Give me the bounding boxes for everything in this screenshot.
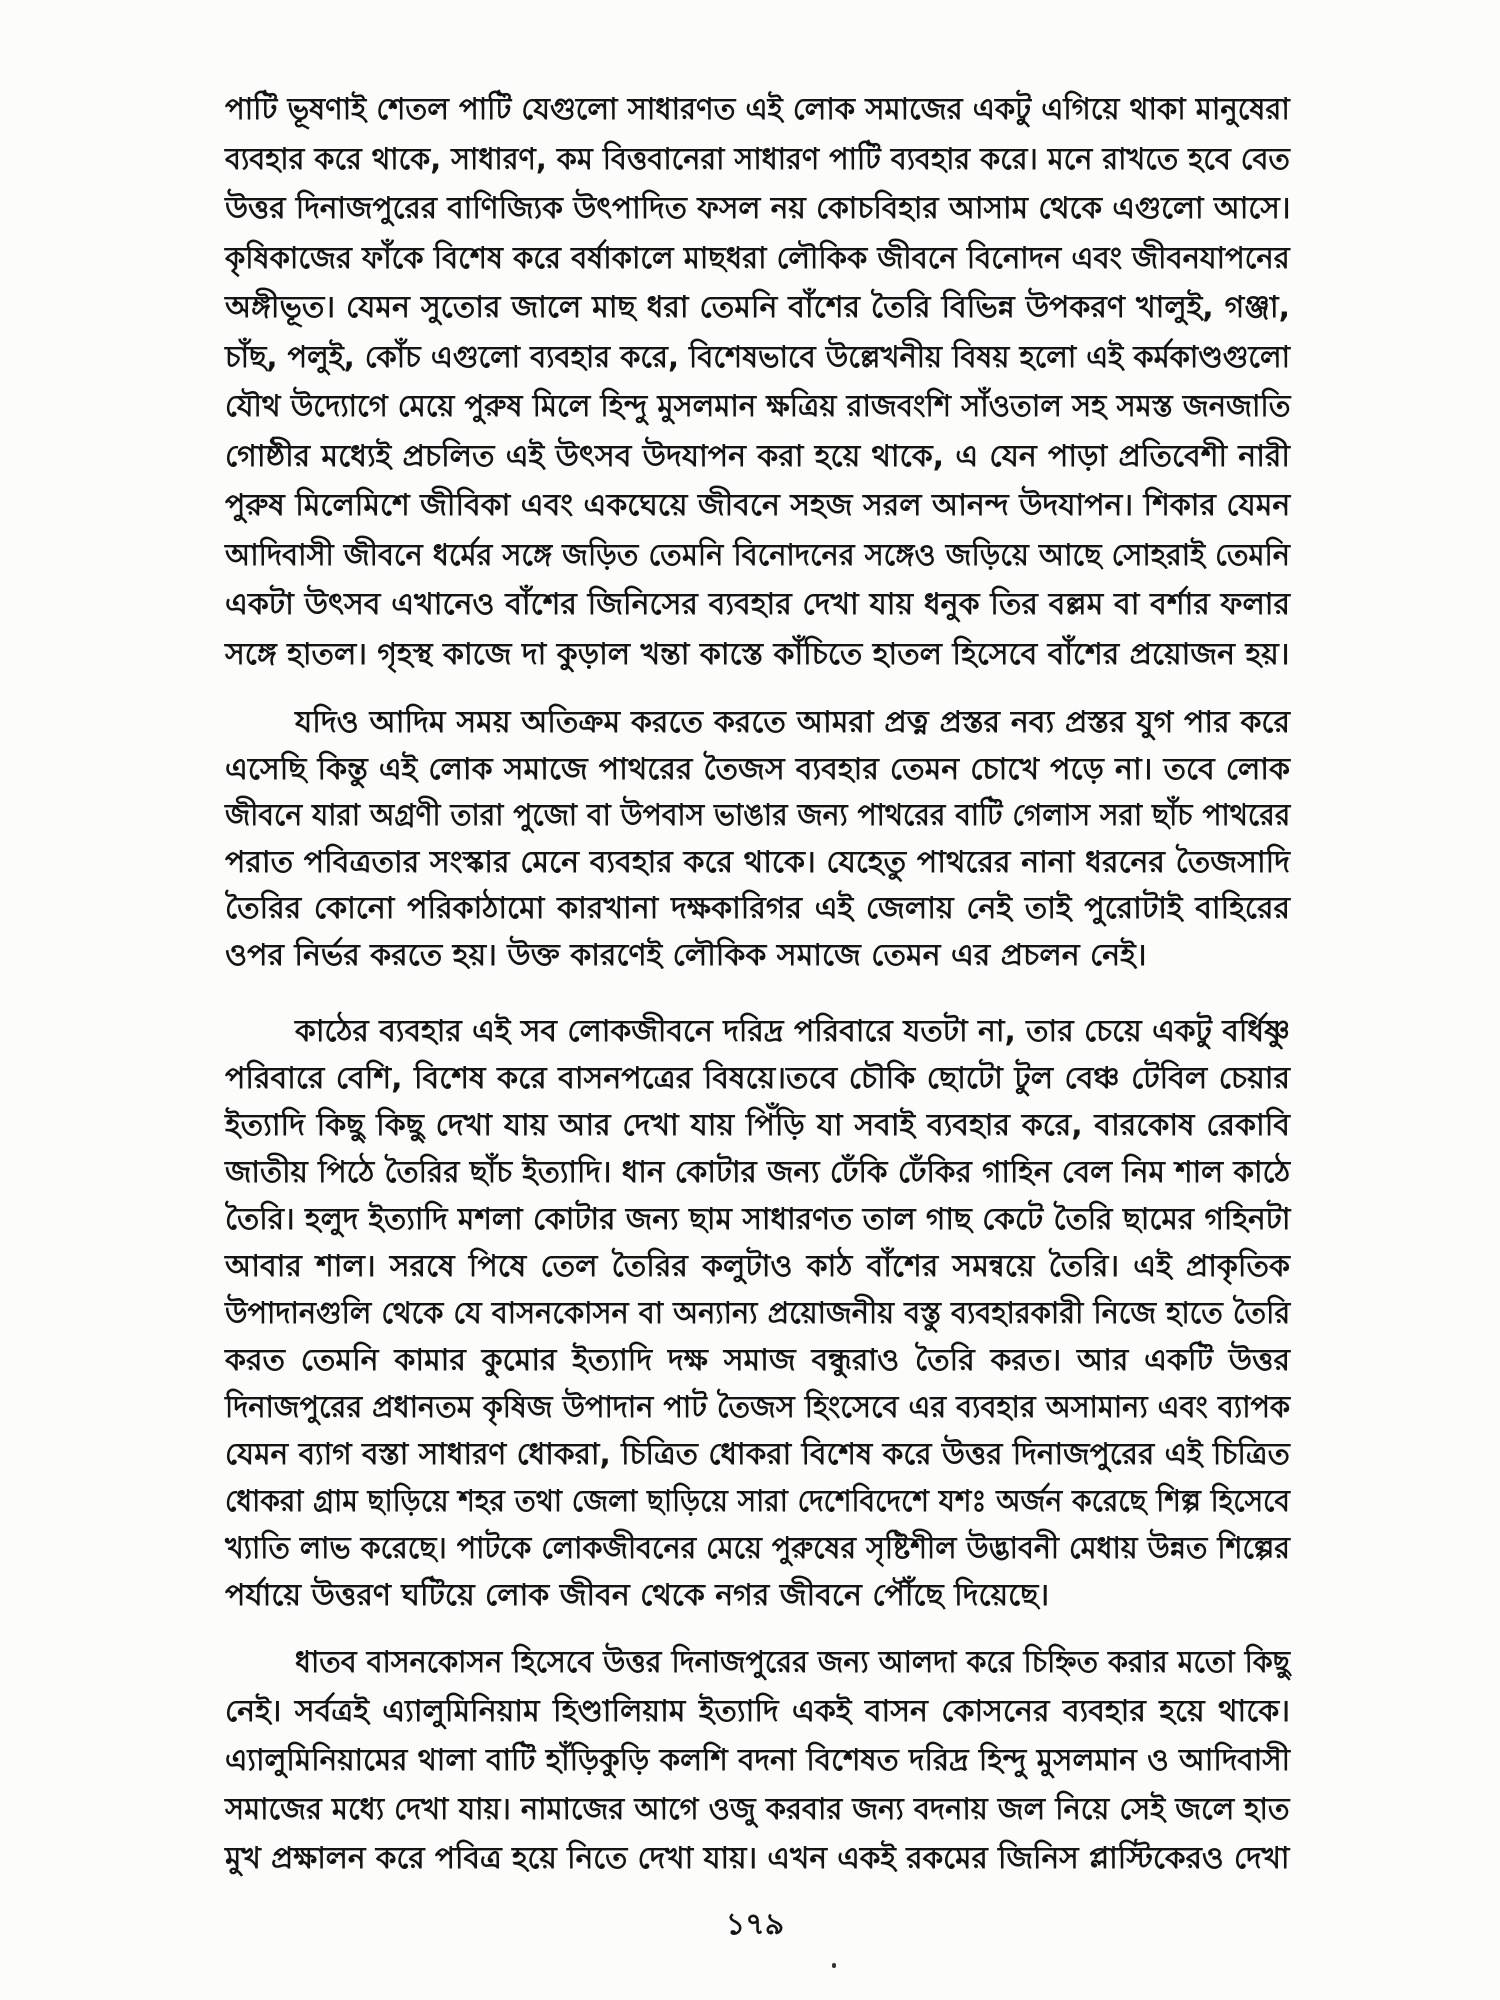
text-line: সঙ্গে হাতল। গৃহস্থ কাজে দা কুড়াল খন্তা কাস্তে কাঁচিতে হাতল হিসেবে বাঁশের প্রয়োজন হয়। [225,636,1290,672]
text-line: ধোকরা গ্রাম ছাড়িয়ে শহর তথা জেলা ছাড়িয়ে সারা দেশেবিদেশে যশঃ অর্জন করেছে শিল্প হিসেবে [225,1484,1291,1519]
text-line: যদিও আদিম সময় অতিক্রম করতে করতে আমরা প্রত্ন প্রস্তর নব্য প্রস্তর যুগ পার করে [295,705,1290,740]
text-line: যৌথ উদ্যোগে মেয়ে পুরুষ মিলে হিন্দু মুসলমান ক্ষত্রিয় রাজবংশি সাঁওতাল সহ সমস্ত জনজাতি [225,389,1291,424]
text-line: মুখ প্রক্ষালন করে পবিত্র হয়ে নিতে দেখা যায়। এখন একই রকমের জিনিস প্লাস্টিকেরও দেখা [225,1841,1290,1876]
text-line: পরিবারে বেশি, বিশেষ করে বাসনপত্রের বিষয়ে।তবে চৌকি ছোটো টুল বেঞ্চ টেবিল চেয়ার [225,1061,1290,1096]
text-line: একটা উৎসব এখানেও বাঁশের জিনিসের ব্যবহার দেখা যায় ধনুক তির বল্লম বা বর্শার ফলার [225,587,1290,622]
text-line: চাঁছ, পলুই, কোঁচ এগুলো ব্যবহার করে, বিশেষভাবে উল্লেখনীয় বিষয় হলো এই কর্মকাণ্ডগুলো [225,339,1290,375]
text-line: দিনাজপুরের প্রধানতম কৃষিজ উপাদান পাট তৈজস হিংসেবে এর ব্যবহার অসামান্য এবং ব্যাপক [225,1390,1291,1425]
text-line: খ্যাতি লাভ করেছে। পাটকে লোকজীবনের মেয়ে পুরুষের সৃষ্টিশীল উদ্ভাবনী মেধায় উন্নত শিল্পের [225,1531,1291,1566]
text-line: নেই। সর্বত্রই এ্যালুমিনিয়াম হিণ্ডালিয়াম ইত্যাদি একই বাসন কোসনের ব্যবহার হয়ে থাকে। [225,1694,1290,1729]
page-number: ১৭৯ [725,1907,785,1942]
paragraph-stone-utensils [225,700,1290,979]
text-line: করত তেমনি কামার কুমোর ইত্যাদি দক্ষ সমাজ বন্ধুরাও তৈরি করত। আর একটি উত্তর [225,1343,1290,1378]
text-line: কৃষিকাজের ফাঁকে বিশেষ করে বর্ষাকালে মাছধরা লৌকিক জীবনে বিনোদন এবং জীবনযাপনের [225,240,1290,276]
text-line: ইত্যাদি কিছু কিছু দেখা যায় আর দেখা যায় পিঁড়ি যা সবাই ব্যবহার করে, বারকোষ রেকাবি [225,1108,1290,1143]
text-line: ধাতব বাসনকোসন হিসেবে উত্তর দিনাজপুরের জন্য আলদা করে চিহ্নিত করার মতো কিছু [295,1645,1291,1680]
text-line: গোষ্ঠীর মধ্যেই প্রচলিত এই উৎসব উদযাপন করা হয়ে থাকে, এ যেন পাড়া প্রতিবেশী নারী [225,438,1290,474]
text-line: আবার শাল। সরষে পিষে তেল তৈরির কলুটাও কাঠ বাঁশের সমন্বয়ে তৈরি। এই প্রাকৃতিক [225,1249,1290,1284]
text-line: জীবনে যারা অগ্রণী তারা পুজো বা উপবাস ভাঙার জন্য পাথরের বাটি গেলাস সরা ছাঁচ পাথরের [225,798,1291,833]
text-line: আদিবাসী জীবনে ধর্মের সঙ্গে জড়িত তেমনি বিনোদনের সঙ্গেও জড়িয়ে আছে সোহরাই তেমনি [225,537,1290,573]
text-line: ওপর নির্ভর করতে হয়। উক্ত কারণেই লৌকিক সমাজে তেমন এর প্রচলন নেই। [225,937,1147,973]
text-line: তৈরি। হলুদ ইত্যাদি মশলা কোটার জন্য ছাম সাধারণত তাল গাছ কেটে তৈরি ছামের গহিনটা [225,1202,1291,1237]
text-line: ব্যবহার করে থাকে, সাধারণ, কম বিত্তবানেরা সাধারণ পাটি ব্যবহার করে। মনে রাখতে হবে বেত [225,141,1290,177]
text-line: যেমন ব্যাগ বস্তা সাধারণ ধোকরা, চিত্রিত ধোকরা বিশেষ করে উত্তর দিনাজপুরের এই চিত্রিত [225,1437,1290,1472]
text-line: পাটি ভূষণাই শেতল পাটি যেগুলো সাধারণত এই লোক সমাজের একটু এগিয়ে থাকা মানুষেরা [225,92,1290,127]
paragraph-metal-utensils [225,1638,1290,1883]
paragraph-mats-and-fishing [225,85,1290,679]
text-line: তৈরির কোনো পরিকাঠামো কারখানা দক্ষকারিগর এই জেলায় নেই তাই পুরোটাই বাহিরের [225,891,1290,926]
text-line: কাঠের ব্যবহার এই সব লোকজীবনে দরিদ্র পরিবারে যতটা না, তার চেয়ে একটু বর্ধিষ্ণু [295,1014,1291,1049]
text-line: এসেছি কিন্তু এই লোক সমাজে পাথরের তৈজস ব্যবহার তেমন চোখে পড়ে না। তবে লোক [225,751,1290,787]
text-line: পরাত পবিত্রতার সংস্কার মেনে ব্যবহার করে থাকে। যেহেতু পাথরের নানা ধরনের তৈজসাদি [225,844,1290,880]
text-line: পুরুষ মিলেমিশে জীবিকা এবং একঘেয়ে জীবনে সহজ সরল আনন্দ উদযাপন। শিকার যেমন [225,488,1291,523]
scan-speck [832,1963,836,1968]
text-line: এ্যালুমিনিয়ামের থালা বাটি হাঁড়িকুড়ি কলশি বদনা বিশেষত দরিদ্র হিন্দু মুসলমান ও আদিবাসী [225,1743,1291,1778]
text-line: সমাজের মধ্যে দেখা যায়। নামাজের আগে ওজু করবার জন্য বদনায় জল নিয়ে সেই জলে হাত [225,1792,1290,1827]
text-line: উপাদানগুলি থেকে যে বাসনকোসন বা অন্যান্য প্রয়োজনীয় বস্তু ব্যবহারকারী নিজে হাতে তৈরি [225,1296,1291,1331]
paragraph-wood-and-jute [225,1008,1290,1619]
text-line: জাতীয় পিঠে তৈরির ছাঁচ ইত্যাদি। ধান কোটার জন্য ঢেঁকি ঢেঁকির গাহিন বেল নিম শাল কাঠে [225,1155,1291,1190]
text-line: পর্যায়ে উত্তরণ ঘটিয়ে লোক জীবন থেকে নগর জীবনে পৌঁছে দিয়েছে। [225,1578,1050,1613]
text-line: অঙ্গীভূত। যেমন সুতোর জালে মাছ ধরা তেমনি বাঁশের তৈরি বিভিন্ন উপকরণ খালুই, গঞ্জা, [225,290,1290,325]
text-line: উত্তর দিনাজপুরের বাণিজ্যিক উৎপাদিত ফসল নয় কোচবিহার আসাম থেকে এগুলো আসে। [225,191,1291,226]
